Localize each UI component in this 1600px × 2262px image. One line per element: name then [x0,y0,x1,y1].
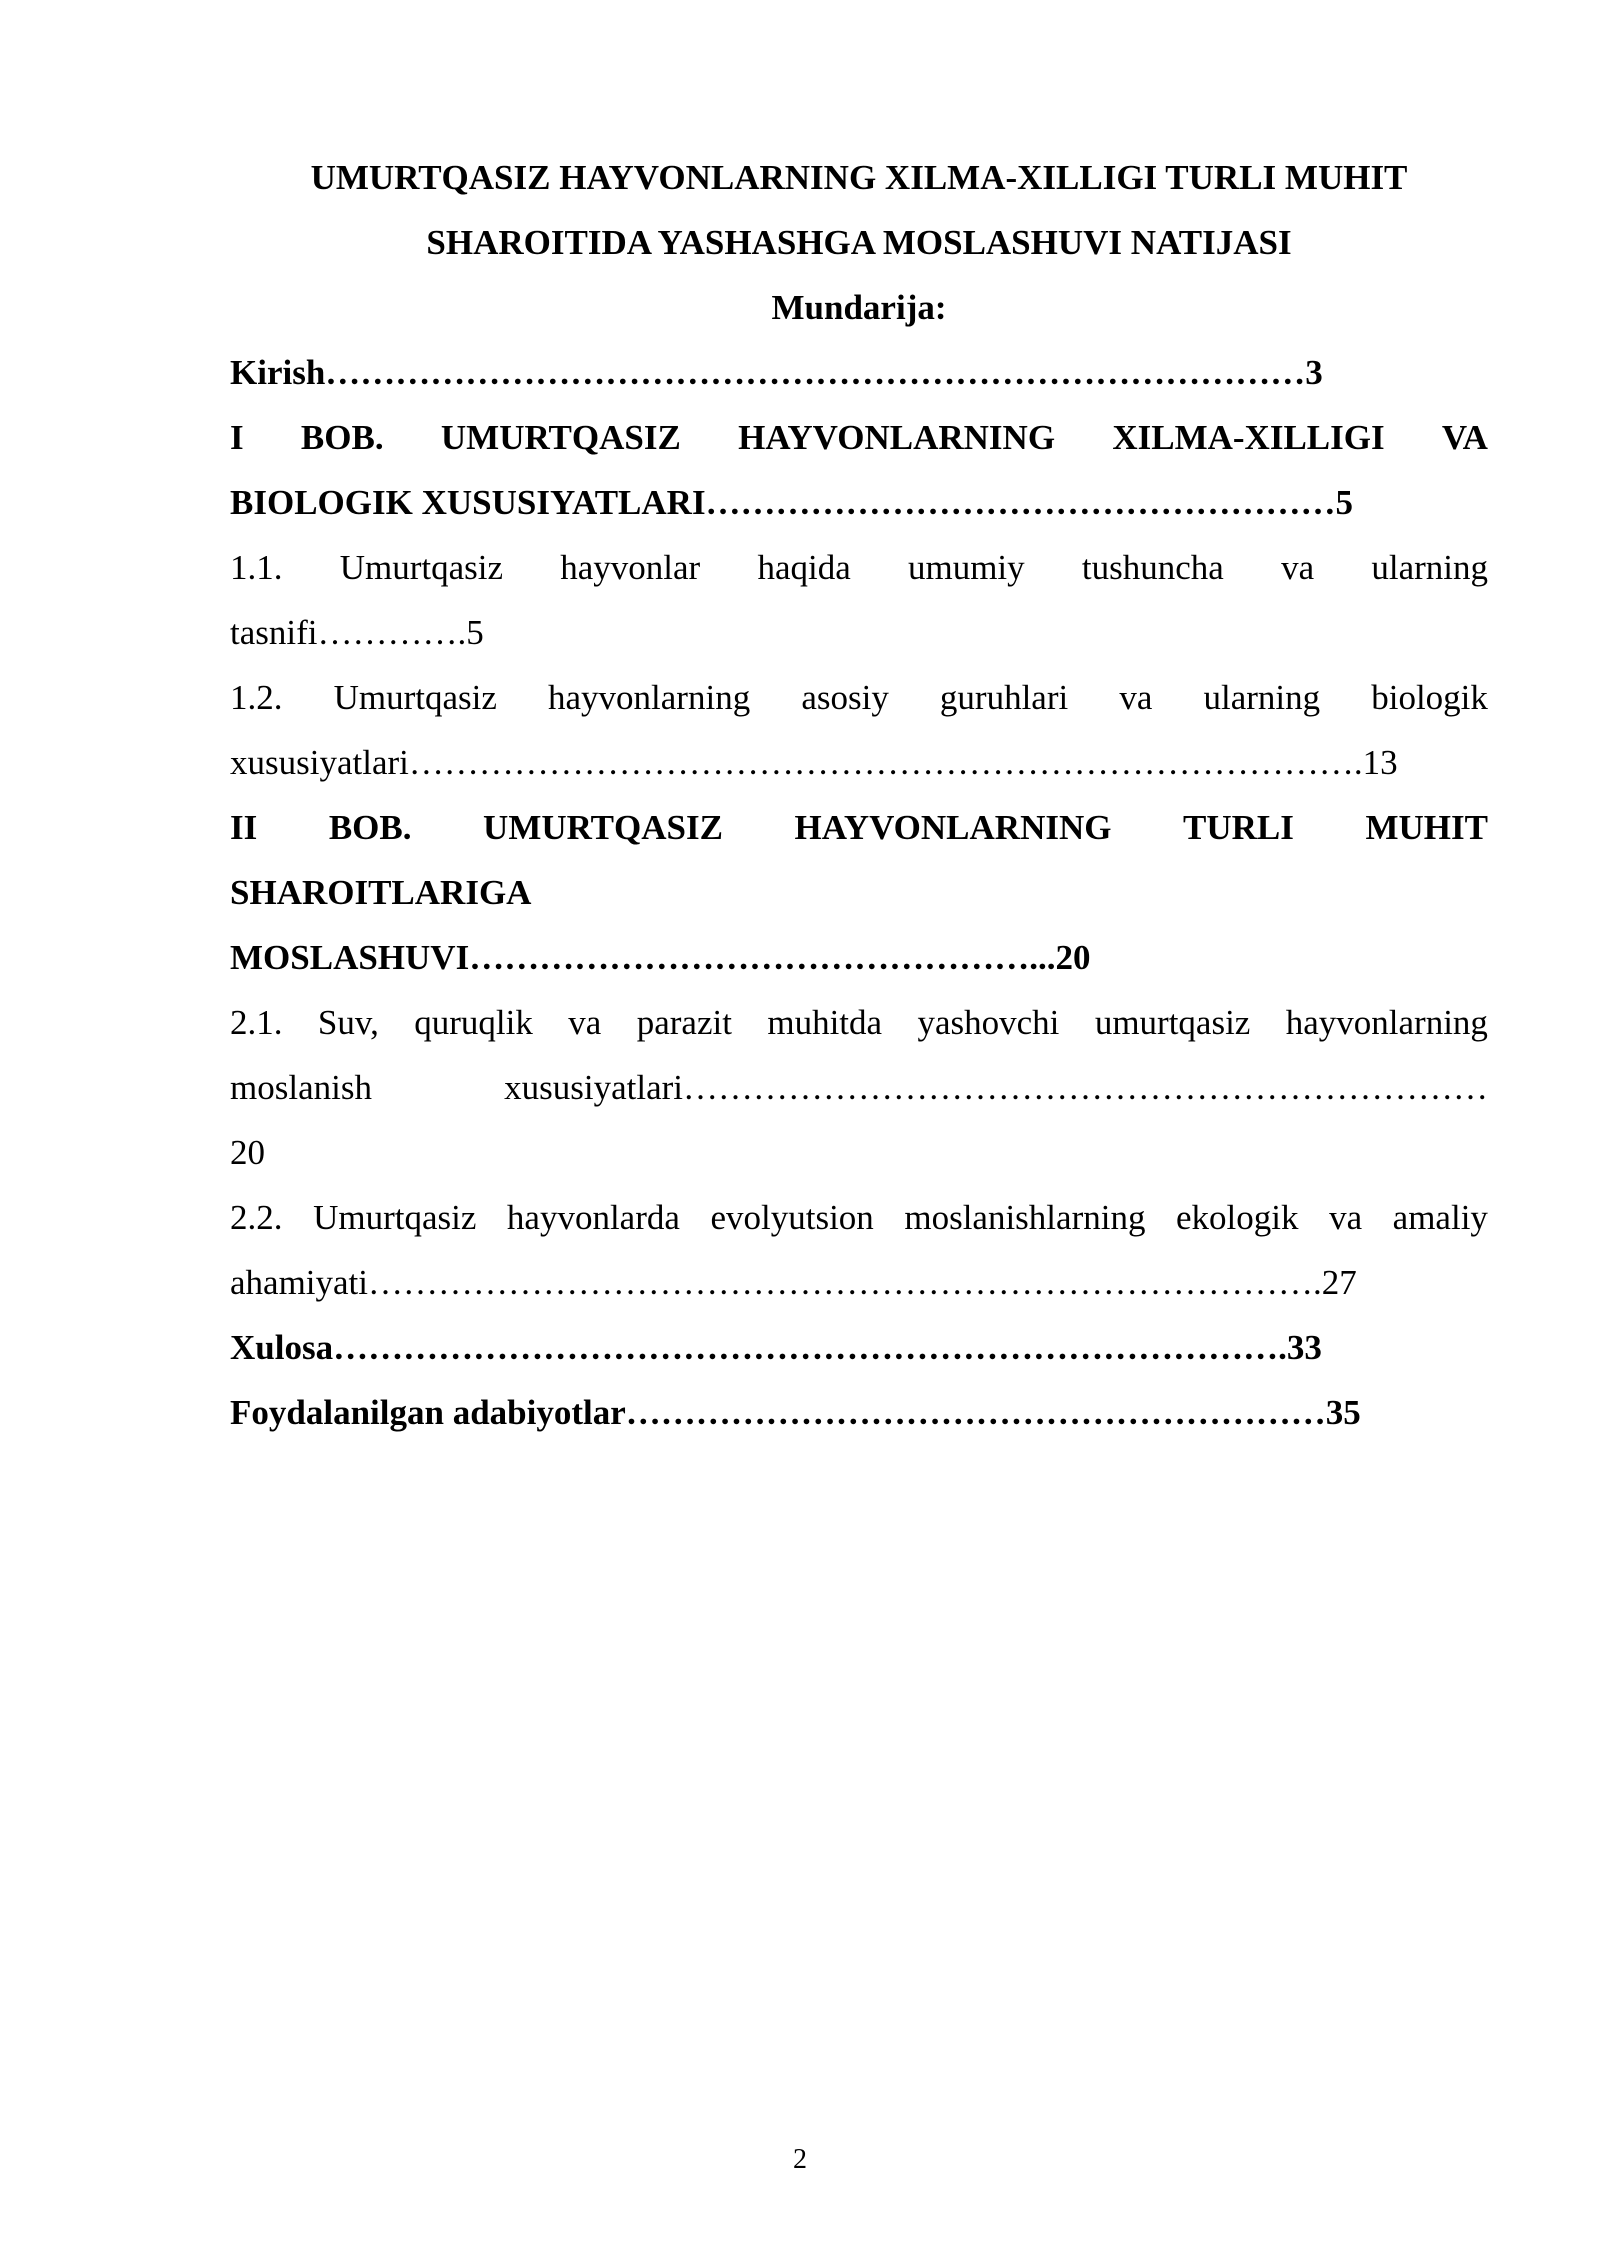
toc-word: VA [1441,418,1488,457]
toc-word: tushuncha [1081,548,1224,587]
toc-word: ularning [1203,678,1321,717]
toc-word: umurtqasiz [1094,1003,1251,1042]
toc-word: biologik [1371,678,1488,717]
toc-word: hayvonlarda [506,1198,680,1237]
toc-word: MUHIT [1365,808,1488,847]
toc-entry-1-1-line1 [230,535,1488,600]
toc-word: HAYVONLARNING [738,418,1056,457]
toc-word: guruhlari [939,678,1069,717]
toc-entry-2-1-line1 [230,990,1488,1055]
toc-word: Umurtqasiz [339,548,504,587]
toc-entry-bob1-line1 [230,405,1488,470]
toc-word: ekologik [1176,1198,1299,1237]
toc-word: hayvonlar [560,548,701,587]
toc-word: XILMA-XILLIGI [1112,418,1385,457]
toc-word: UMURTQASIZ [483,808,723,847]
toc-word: BOB. [328,808,412,847]
toc-word: haqida [757,548,851,587]
toc-word: asosiy [801,678,889,717]
toc-entry-2-1-page: 20 [230,1133,265,1172]
toc-entry-xulosa: Xulosa……………………………………………………………………….33 [230,1328,1322,1367]
toc-entry-2-1-line2 [230,1055,1488,1120]
document-title-line-1: UMURTQASIZ HAYVONLARNING XILMA-XILLIGI TURLI MUHIT [310,158,1408,197]
toc-word: hayvonlarning [548,678,751,717]
toc-word: amaliy [1392,1198,1488,1237]
toc-word: Umurtqasiz [313,1198,477,1237]
toc-entry-2-1-word: xususiyatlari…………………………………………………………… [504,1068,1488,1107]
toc-word: HAYVONLARNING [794,808,1112,847]
document-title-line-2: SHAROITIDA YASHASHGA MOSLASHUVI NATIJASI [426,223,1292,262]
toc-entry-bob2-line1 [230,795,1488,860]
toc-entry-bob2-line2: SHAROITLARIGA [230,873,532,912]
toc-word: 1.1. [230,548,283,587]
toc-entry-2-2-line1 [230,1185,1488,1250]
toc-word: TURLI [1183,808,1294,847]
toc-word: moslanishlarning [904,1198,1146,1237]
page-number: 2 [793,2144,807,2175]
toc-word: 1.2. [230,678,283,717]
document-page [230,145,1488,1445]
toc-word: hayvonlarning [1285,1003,1488,1042]
toc-word: Suv, [317,1003,379,1042]
toc-entry-adabiyotlar: Foydalanilgan adabiyotlar……………………………………………………35 [230,1393,1361,1432]
toc-word: 2.1. [230,1003,283,1042]
toc-entry-2-1-word: moslanish [230,1068,372,1107]
toc-word: va [1329,1198,1363,1237]
toc-entry-bob1-line2: BIOLOGIK XUSUSIYATLARI………………………………………………5 [230,483,1354,522]
toc-word: I [230,418,244,457]
toc-word: UMURTQASIZ [440,418,681,457]
toc-word: 2.2. [230,1198,283,1237]
toc-word: II [230,808,258,847]
toc-word: va [1119,678,1153,717]
toc-word: quruqlik [414,1003,533,1042]
toc-entry-bob2-line3: MOSLASHUVI…………………………………………...20 [230,938,1091,977]
toc-word: umumiy [907,548,1025,587]
toc-entry-kirish: Kirish…………………………………………………………………………3 [230,353,1323,392]
toc-entry-1-1-line2: tasnifi………….5 [230,613,484,652]
toc-word: evolyutsion [710,1198,874,1237]
toc-word: va [1281,548,1315,587]
toc-word: muhitda [767,1003,883,1042]
toc-word: ularning [1371,548,1488,587]
toc-word: BOB. [300,418,384,457]
toc-entry-1-2-line1 [230,665,1488,730]
toc-entry-1-2-line2: xususiyatlari……………………………………………………………………….13 [230,743,1398,782]
toc-entry-2-2-line2: ahamiyati……………………………………………………………………….27 [230,1263,1357,1302]
toc-word: Umurtqasiz [333,678,497,717]
toc-word: va [568,1003,602,1042]
toc-heading: Mundarija: [771,288,947,327]
toc-word: yashovchi [917,1003,1060,1042]
toc-word: parazit [636,1003,732,1042]
